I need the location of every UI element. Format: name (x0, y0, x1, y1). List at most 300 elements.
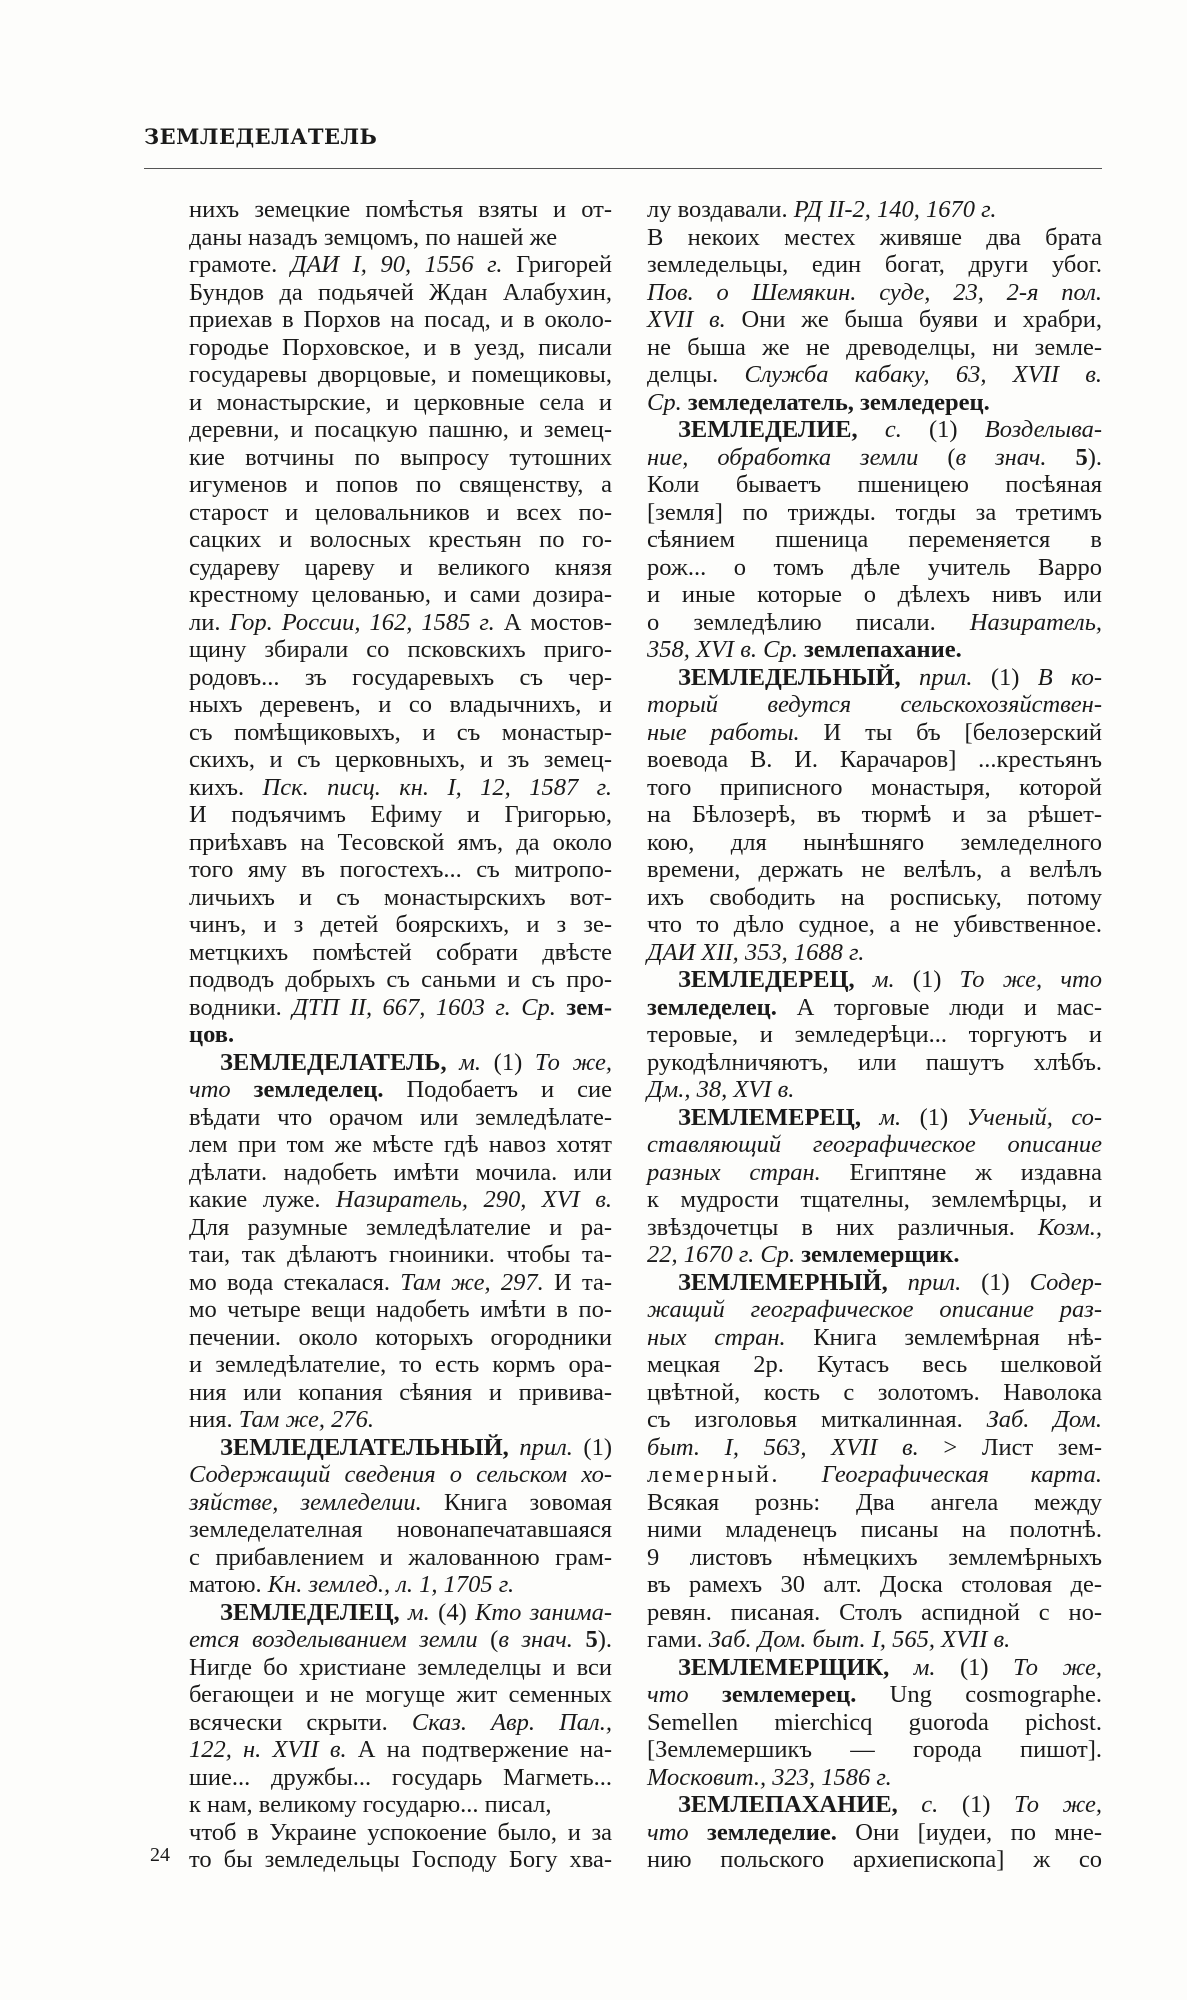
text-run: землемерщик. (795, 1241, 960, 1268)
text-line (189, 1736, 612, 1764)
text-line (189, 774, 612, 802)
text-run: [Землемершикъ — города пишот]. (647, 1736, 1102, 1763)
text-line (189, 444, 612, 472)
text-run: что (647, 1681, 689, 1708)
text-run: воевода В. И. Карачаров] ...крестьянъ (647, 746, 1102, 773)
text-run: Там же, 276. (238, 1406, 374, 1433)
text-line (189, 1626, 612, 1654)
text-line (647, 911, 1102, 939)
text-run: Пск. писц. кн. I, 12, 1587 г. (262, 773, 612, 801)
text-run: ЗЕМЛЕДЕЛАТЕЛЬНЫЙ, (220, 1433, 509, 1461)
text-line (647, 856, 1102, 884)
text-run: сѣянием пшеница переменяется в (647, 526, 1102, 553)
text-run: то бы земледельцы Господу Богу хва- (189, 1846, 612, 1873)
text-run: 358, XVI в. Ср. (647, 636, 798, 663)
text-line (189, 1186, 612, 1214)
text-run: (1) (938, 1791, 1014, 1818)
text-line (647, 1709, 1102, 1737)
text-run: То же, (534, 1048, 612, 1076)
text-run: И подъячимъ Ефиму и Григорью, (189, 801, 612, 828)
text-line (678, 1104, 1102, 1132)
text-run: земледелателная новонапечатавшаяся (189, 1516, 612, 1543)
text-run: Semellen mierchicq guoroda pichost. (647, 1708, 1102, 1736)
text-run: родовъ... зъ государевыхъ съ чер- (189, 663, 612, 691)
text-line (189, 251, 612, 279)
text-line (647, 1021, 1102, 1049)
text-run: не быша же не древоделцы, ни земле- (647, 333, 1102, 361)
text-line (189, 1159, 612, 1187)
text-line (647, 691, 1102, 719)
text-run: времени, держать не велѣлъ, а велѣлъ (647, 856, 1102, 883)
text-line (647, 389, 1102, 417)
text-run: старост и целовальников и всех по- (189, 498, 612, 526)
text-run: рож... о томъ дѣле учитель Варро (647, 553, 1102, 581)
text-run: ЗЕМЛЕДЕЛАТЕЛЬ, (220, 1048, 447, 1076)
text-run: лем при том же мѣсте гдѣ навоз хотят (189, 1131, 612, 1158)
text-run: таи, так дѣлаютъ гноиники. чтобы та- (189, 1241, 612, 1268)
text-run: ). (597, 1626, 612, 1653)
text-line (647, 1406, 1102, 1434)
text-run: Григорей (502, 251, 612, 278)
text-line (647, 1076, 1102, 1104)
text-run: чтоб в Украине успокоение было, и за (189, 1818, 612, 1846)
text-run: землемерец. (688, 1681, 857, 1708)
text-run: (1) (481, 1048, 535, 1076)
text-run: Содержащий сведения о сельском хо- (189, 1461, 612, 1488)
text-run: земледелец. (647, 993, 777, 1021)
text-run: 22, 1670 г. Ср. (647, 1241, 796, 1268)
text-line (189, 389, 612, 417)
text-line (647, 1324, 1102, 1352)
text-run: Заб. Дом. (986, 1406, 1102, 1433)
text-line (647, 1846, 1102, 1874)
text-line (189, 1104, 612, 1132)
text-line (189, 691, 612, 719)
text-line (647, 1736, 1102, 1764)
text-run: 9 листовъ нѣмецкихъ землемѣрныхъ (647, 1543, 1102, 1571)
text-run: [земля] по трижды. тогды за третимъ (647, 498, 1102, 526)
text-run: прил. (508, 1433, 573, 1461)
text-run: лемерный. (647, 1461, 781, 1488)
text-run: Кто занима- (475, 1598, 612, 1626)
text-line (647, 1186, 1102, 1214)
text-run: ДАИ I, 90, 1556 г. (290, 251, 503, 278)
text-line (647, 526, 1102, 554)
text-line (647, 224, 1102, 252)
text-run: ДАИ XII, 353, 1688 г. (647, 938, 865, 966)
text-run: зяйстве, земледелии. (189, 1488, 422, 1516)
text-line (647, 829, 1102, 857)
text-line (678, 664, 1102, 692)
text-run: Они [иудеи, по мне- (836, 1818, 1102, 1846)
text-run: что (189, 1076, 231, 1103)
text-line (647, 1241, 1102, 1269)
text-run: к нам, великому государю... писал, (189, 1791, 552, 1818)
text-run: мо четыре вещи надобеть имѣти в по- (189, 1296, 612, 1323)
text-run: земледелец. (230, 1076, 384, 1103)
text-run: что то дѣло судное, а не убивственное. (647, 911, 1102, 938)
text-run: ( (477, 1626, 499, 1653)
text-run: и иные которые о дѣлехъ нивъ или (647, 581, 1102, 608)
text-run: (1) (961, 1268, 1030, 1296)
text-run: делцы. (647, 361, 745, 388)
text-run: Бундов да подьячей Ждан Алабухин, (189, 278, 612, 306)
text-run: м. (860, 1103, 902, 1131)
text-line (647, 609, 1102, 637)
text-line (189, 306, 612, 334)
text-run: какие луже. (189, 1186, 336, 1213)
text-line (220, 1049, 612, 1077)
text-line (189, 1269, 612, 1297)
text-line (189, 1076, 612, 1104)
text-run: в знач. (955, 443, 1047, 471)
text-run: (1) (572, 1433, 612, 1461)
text-line (647, 1351, 1102, 1379)
text-run: ставляющий географическое описание (647, 1131, 1102, 1158)
text-line (647, 746, 1102, 774)
text-line (647, 1764, 1102, 1792)
text-run: игуменов и попов по священству, а (189, 471, 612, 498)
text-run: Служба кабаку, 63, XVII в. (744, 361, 1102, 388)
text-run: в знач. (498, 1626, 573, 1653)
right-column (647, 196, 1102, 1874)
text-line (189, 1544, 612, 1572)
text-line (189, 416, 612, 444)
text-run: ЗЕМЛЕДЕРЕЦ, (678, 966, 855, 993)
text-line (647, 444, 1102, 472)
text-line (189, 1461, 612, 1489)
text-line (189, 1681, 612, 1709)
text-run: ихъ свободить на роспиську, потому (647, 883, 1102, 911)
page-number: 24 (150, 1844, 170, 1866)
text-run: Подобаетъ и сие (383, 1076, 612, 1103)
text-run: м. (446, 1048, 482, 1076)
text-run: щину збирали со псковскихъ приго- (189, 636, 612, 663)
text-run: Там же, 297. (400, 1268, 544, 1296)
text-run: ( (918, 443, 956, 471)
text-run: Назиратель, 290, XVI в. (335, 1186, 612, 1213)
text-run: ЗЕМЛЕМЕРНЫЙ, (678, 1268, 888, 1296)
text-line (189, 1571, 612, 1599)
text-line (189, 939, 612, 967)
text-run: (1) (935, 1653, 1014, 1681)
text-run: приехав в Порхов на посад, и в около- (189, 306, 612, 333)
text-run: скихъ, и съ церковныхъ, и зъ земец- (189, 746, 612, 773)
text-run: прил. (900, 663, 973, 691)
text-line (189, 334, 612, 362)
text-run: А торговые люди и мас- (776, 993, 1102, 1021)
text-run: о земледѣлию писали. (647, 608, 970, 636)
text-line (647, 361, 1102, 389)
text-run: ныхъ деревенъ, и со владычнихъ, и (189, 691, 612, 718)
text-run: государевы дворцовые, и помещиковы, (189, 361, 612, 388)
text-run: Книга зовомая (421, 1488, 612, 1516)
text-line (647, 1461, 1102, 1489)
text-line (189, 1296, 612, 1324)
text-line (647, 251, 1102, 279)
text-run: вѣдати что орачом или земледѣлате- (189, 1103, 612, 1131)
text-line (189, 1406, 612, 1434)
text-run: Коли бываетъ пшеницею посѣяная (647, 471, 1102, 498)
text-run: мо вода стекалася. (189, 1268, 401, 1296)
text-line (189, 1379, 612, 1407)
text-line (647, 554, 1102, 582)
text-line (647, 1296, 1102, 1324)
text-run: И ты бъ [белозерский (799, 718, 1102, 746)
text-run: дѣлати. надобеть имѣти мочила. или (189, 1158, 612, 1186)
text-run: нихъ земецкие помѣстья взяты и от- (189, 196, 612, 223)
text-run: Они же быша буяви и храбри, (725, 306, 1102, 333)
text-run: > Лист зем- (918, 1433, 1102, 1461)
text-line (647, 884, 1102, 912)
text-run: крестному целованью, и сами дозира- (189, 581, 612, 608)
text-line (189, 1131, 612, 1159)
text-run: ЗЕМЛЕДЕЛЬНЫЙ, (678, 663, 901, 691)
text-run: Возделыва- (984, 416, 1102, 443)
text-line (647, 939, 1102, 967)
text-run: земледелатель, земледерец. (681, 388, 990, 416)
text-line (647, 1681, 1102, 1709)
text-line (647, 1159, 1102, 1187)
text-line (189, 554, 612, 582)
text-line (189, 196, 612, 224)
text-run: И та- (543, 1268, 613, 1296)
text-line (189, 884, 612, 912)
text-run: что (647, 1818, 689, 1846)
text-run: на Бѣлозерѣ, въ тюрмѣ и за рѣшет- (647, 801, 1102, 828)
text-run (780, 1461, 822, 1488)
text-line (189, 1846, 612, 1874)
text-line (647, 1214, 1102, 1242)
text-run: ЗЕМЛЕДЕЛЕЦ, (220, 1598, 400, 1626)
left-column (189, 196, 612, 1874)
running-header: ЗЕМЛЕДЕЛАТЕЛЬ (144, 124, 378, 149)
text-run: 5 (585, 1626, 598, 1653)
text-run: прил. (887, 1268, 962, 1296)
text-run: ЗЕМЛЕПАХАНИЕ, (678, 1791, 898, 1818)
text-line (647, 1599, 1102, 1627)
text-line (647, 471, 1102, 499)
text-line (189, 1214, 612, 1242)
text-run: 122, н. XVII в. (189, 1736, 347, 1763)
text-line (647, 196, 1102, 224)
text-line (647, 279, 1102, 307)
text-run: того приписного монастыря, которой (647, 773, 1102, 801)
text-run: Египтяне ж издавна (820, 1158, 1102, 1186)
text-run: ДТП II, 667, 1603 г. Ср. (292, 993, 556, 1021)
text-run: съ помѣщиковыхъ, и съ монастыр- (189, 718, 612, 746)
text-line (647, 774, 1102, 802)
text-run (573, 1626, 586, 1653)
text-line (189, 279, 612, 307)
text-run: цвѣтной, кость с золотомъ. Наволока (647, 1378, 1102, 1406)
text-line (678, 1269, 1102, 1297)
header-rule (144, 168, 1102, 169)
text-run: ные работы. (647, 718, 800, 746)
text-line (647, 1434, 1102, 1462)
text-run: рукодѣлничяютъ, или пашутъ хлѣбъ. (647, 1048, 1102, 1076)
text-run: и земледѣлателие, то есть кормъ ора- (189, 1351, 612, 1378)
text-line (647, 1626, 1102, 1654)
text-run: (1) (901, 416, 985, 443)
text-run: даны назадъ земцомъ, по нашей же (189, 223, 558, 251)
text-run: теровые, и земледерѣци... торгуютъ и (647, 1021, 1102, 1048)
text-line (189, 1819, 612, 1847)
text-run: жащий географическое описание раз- (647, 1296, 1102, 1323)
text-line (678, 966, 1102, 994)
text-line (647, 719, 1102, 747)
text-run: Пов. о Шемякин. суде, 23, 2-я пол. (647, 278, 1102, 306)
text-run: бегающеи и не могуще жит семенных (189, 1681, 612, 1708)
text-line (220, 1599, 612, 1627)
text-line (647, 1049, 1102, 1077)
text-run: зем- (555, 993, 612, 1021)
text-run: Московит., 323, 1586 г. (647, 1763, 892, 1791)
text-run: 5 (1075, 443, 1088, 471)
text-run: ния. (189, 1406, 239, 1433)
text-line (647, 1379, 1102, 1407)
text-run: РД II-2, 140, 1670 г. (793, 196, 997, 223)
text-run: Нигде бо христиане земледелцы и вси (189, 1653, 612, 1681)
text-line (189, 801, 612, 829)
text-line (189, 1764, 612, 1792)
text-line (189, 719, 612, 747)
text-run: А на подтвержение на- (346, 1736, 612, 1763)
text-run: ных стран. (647, 1323, 786, 1351)
text-run: всячески скрыти. (189, 1708, 412, 1736)
text-line (189, 1021, 612, 1049)
text-run: землепахание. (797, 636, 962, 663)
text-run: А мостов- (494, 608, 612, 636)
text-line (189, 1709, 612, 1737)
text-run: ЗЕМЛЕМЕРЕЦ, (678, 1103, 861, 1131)
text-run: земледелие. (688, 1818, 837, 1846)
text-line (189, 1791, 612, 1819)
text-run: Содер- (1029, 1268, 1102, 1296)
text-line (647, 1516, 1102, 1544)
text-line (189, 1241, 612, 1269)
text-line (189, 609, 612, 637)
text-run: быт. I, 563, XVII в. (647, 1433, 919, 1461)
text-line (220, 1434, 612, 1462)
text-line (189, 1351, 612, 1379)
text-run: звѣздочетцы в них различныя. (647, 1213, 1038, 1241)
text-run: с. (857, 416, 902, 443)
text-run: водники. (189, 993, 293, 1021)
text-run: То же, что (959, 966, 1102, 993)
text-run: кие вотчины по выпросу тутошних (189, 443, 612, 471)
text-run: Географическая карта. (821, 1461, 1102, 1488)
text-line (189, 664, 612, 692)
text-run: ними младенецъ писаны на полотнѣ. (647, 1516, 1102, 1543)
text-run: кихъ. (189, 773, 263, 801)
text-line (647, 499, 1102, 527)
text-line (189, 1489, 612, 1517)
text-run: Козм., (1037, 1213, 1102, 1241)
text-run: сацких и волосных крестьян по го- (189, 526, 612, 553)
text-run: с. (897, 1791, 939, 1818)
text-line (189, 224, 612, 252)
text-line (189, 1654, 612, 1682)
text-run: ревян. писаная. Столъ аспидной с но- (647, 1598, 1102, 1626)
text-run: Сказ. Авр. Пал., (411, 1708, 612, 1736)
text-run: м. (889, 1653, 936, 1681)
text-line (189, 911, 612, 939)
text-run: въ рамехъ 30 алт. Доска столовая де- (647, 1571, 1102, 1598)
text-run: В ко- (1037, 663, 1102, 691)
text-run: судареву цареву и великого князя (189, 553, 612, 581)
text-line (189, 829, 612, 857)
text-run: (1) (972, 663, 1038, 691)
text-run: XVII в. (647, 306, 726, 333)
text-run: грамоте. (189, 251, 291, 278)
text-run: Кн. землед., л. 1, 1705 г. (267, 1571, 515, 1598)
text-line (189, 1324, 612, 1352)
text-run: с прибавлением и жалованною грам- (189, 1543, 612, 1571)
text-run: То же, (1013, 1653, 1102, 1681)
text-run: Дм., 38, XVI в. (647, 1076, 795, 1103)
text-run: съ изголовья миткалинная. (647, 1406, 987, 1433)
text-run: матою. (189, 1571, 268, 1598)
text-run (1047, 444, 1076, 471)
text-line (647, 1819, 1102, 1847)
text-line (189, 499, 612, 527)
text-run: Всякая рознь: Два ангела между (647, 1488, 1102, 1516)
text-line (189, 361, 612, 389)
text-run: мецкая 2р. Кутасъ весь шелковой (647, 1351, 1102, 1378)
text-line (189, 966, 612, 994)
text-line (189, 636, 612, 664)
text-run: Заб. Дом. быт. I, 565, XVII в. (708, 1626, 1011, 1653)
text-run: кою, для нынѣшняго земледелного (647, 828, 1102, 856)
text-line (189, 526, 612, 554)
text-line (678, 416, 1102, 444)
text-run: Ung cosmographe. (856, 1681, 1102, 1708)
text-line (647, 1489, 1102, 1517)
text-run: шие... дружбы... государь Магметь... (189, 1763, 612, 1791)
text-run: В некоих местех живяше два брата (647, 223, 1102, 251)
text-line (647, 636, 1102, 664)
text-line (189, 994, 612, 1022)
text-run: разных стран. (647, 1158, 821, 1186)
text-run: Ср. (647, 388, 682, 416)
text-run: ). (1087, 443, 1102, 471)
text-run: чинъ, и з детей боярскихъ, и з зе- (189, 911, 612, 938)
text-line (647, 581, 1102, 609)
text-run: гами. (647, 1626, 709, 1653)
text-run: Для разумные земледѣлателие и ра- (189, 1213, 612, 1241)
text-run: подводъ добрыхъ съ саньми и съ про- (189, 966, 612, 993)
text-run: к мудрости тщателны, землемѣрцы, и (647, 1186, 1102, 1213)
text-run: ния или копания сѣяния и привива- (189, 1378, 612, 1406)
text-run: м. (854, 966, 895, 993)
text-line (647, 1131, 1102, 1159)
text-line (647, 334, 1102, 362)
text-line (189, 746, 612, 774)
text-run: Ученый, со- (966, 1103, 1102, 1131)
text-run: ли. (189, 608, 230, 636)
text-run: метцкихъ помѣстей собрати двѣсте (189, 938, 612, 966)
text-run: ЗЕМЛЕДЕЛИЕ, (678, 416, 858, 443)
text-run: ние, обработка земли (647, 443, 919, 471)
text-run: Гор. России, 162, 1585 г. (229, 608, 495, 636)
text-line (647, 801, 1102, 829)
text-run: лу воздавали. (647, 196, 794, 223)
text-line (647, 1571, 1102, 1599)
text-line (189, 581, 612, 609)
text-run: ЗЕМЛЕМЕРЩИК, (678, 1653, 890, 1681)
text-run: (1) (894, 966, 960, 993)
